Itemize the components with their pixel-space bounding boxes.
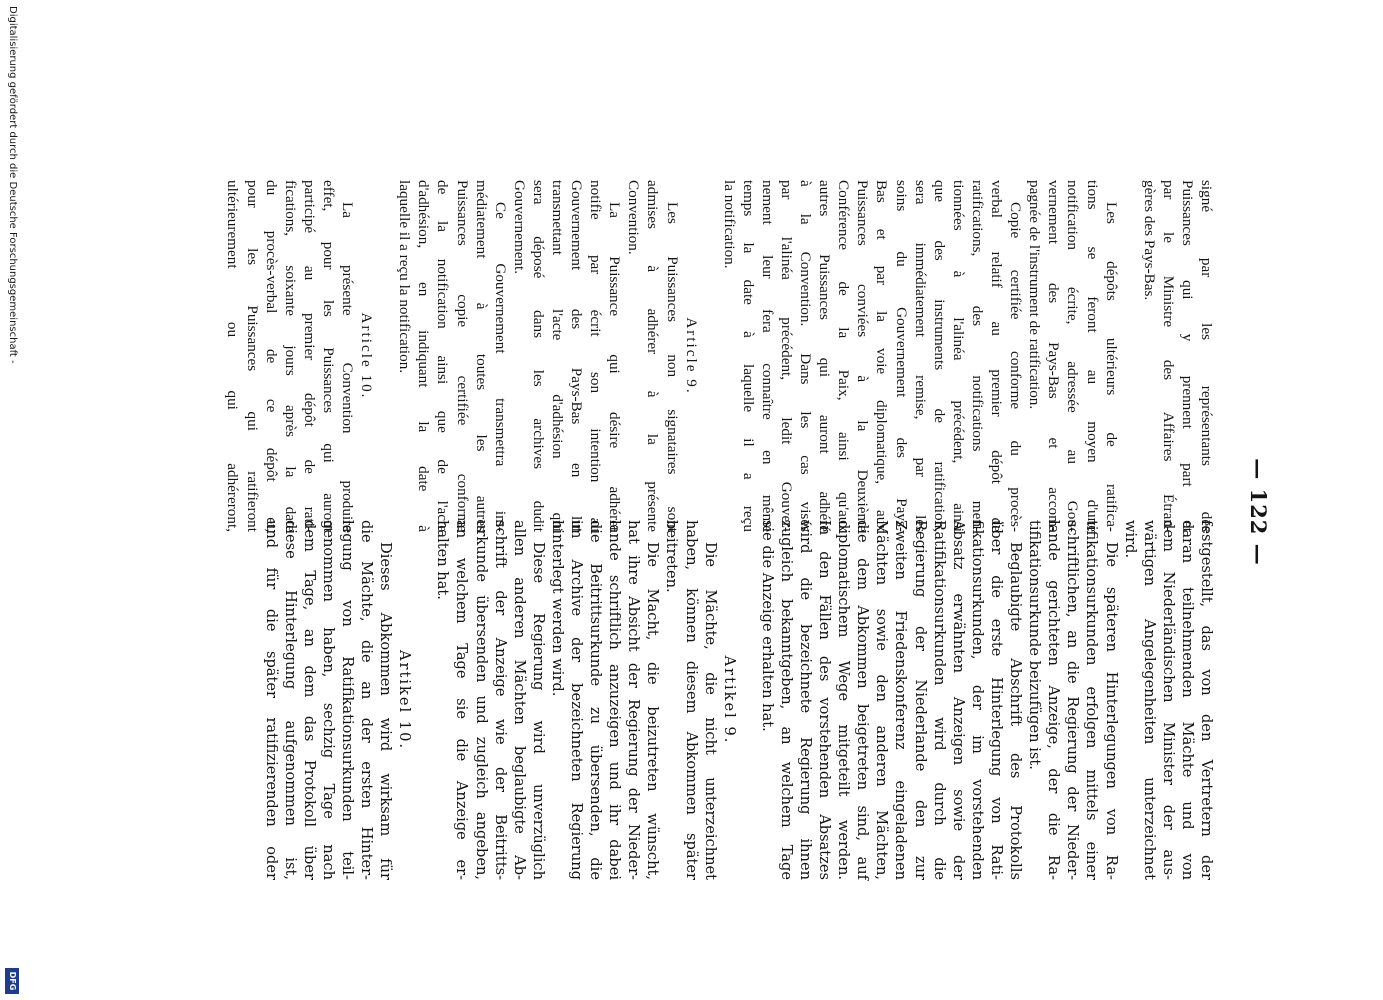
text-line: La Puissance qui désire adhérer (606, 202, 624, 532)
digitization-footer (3, 0, 21, 1000)
text-line: wird die bezeichnete Regierung ihnen (797, 520, 815, 880)
text-line: par l'alinéa précédent, ledit Gouver- (778, 180, 796, 532)
text-line: notifie par écrit son intention au (587, 180, 605, 532)
text-line: Mächten sowie den anderen Mächten, (873, 520, 891, 880)
text-line: tionnées à l'alinéa précédent, ainsi (949, 180, 967, 532)
dfg-logo: DFG (5, 968, 19, 994)
text-line: Beglaubigte Abschrift des Protokolls (1007, 542, 1025, 880)
text-line: Die Macht, die beizutreten wünscht, (644, 542, 662, 880)
text-line: hat ihre Absicht der Regierung der Nieder- (625, 520, 643, 880)
text-line: im Archive der bezeichneten Regierung (568, 520, 585, 880)
text-line: d'adhésion, en indiquant la date à (415, 180, 433, 532)
de-article9-p1 (662, 520, 719, 880)
text-line: hinterlegt werden wird. (548, 520, 566, 697)
fr-article10-p1 (223, 180, 357, 532)
text-line: Ce Gouvernement transmettra im- (491, 202, 509, 532)
text-line: dem Tage, an dem das Protokoll über (300, 520, 318, 880)
text-line: legung von Ratifikationsurkunden teil- (338, 520, 356, 880)
text-line: participé au premier dépôt de rati- (300, 180, 318, 532)
text-line: du procès-verbal de ce dépôt et, (262, 180, 280, 532)
text-line: soins du Gouvernement des Pays- (892, 180, 910, 532)
de-article9-title: Artikel 9. (720, 655, 738, 745)
text-line: à la Convention. Dans les cas visés (797, 180, 815, 532)
text-line: Die Mächte, die nicht unterzeichnet (701, 542, 719, 880)
text-line: pour les Puissances qui ratifieront (243, 180, 261, 532)
fr-para3 (720, 180, 1026, 532)
text-line: an welchem Tage sie die Anzeige er- (453, 520, 471, 880)
text-line: lande gerichteten Anzeige, der die Ra- (1045, 520, 1063, 880)
text-line: halten hat. (434, 520, 452, 600)
text-line: Puissances qui y prennent part et (1178, 180, 1196, 532)
text-line: Les dépôts ultérieurs de ratifica- (1102, 202, 1120, 532)
text-line: die Mächte, die an der ersten Hinter- (358, 520, 376, 880)
text-line: ultérieurement ou qui adhéreront, (224, 180, 242, 532)
text-line: Absatz erwähnten Anzeigen sowie der (949, 520, 967, 880)
fr-para2 (1025, 180, 1120, 532)
text-line: gères des Pays-Bas. (1140, 180, 1158, 301)
french-column (223, 180, 1216, 532)
german-column (262, 520, 1217, 880)
text-line: verbal relatif au premier dépôt de (988, 180, 1006, 532)
text-line: ratifications, des notifications men- (968, 180, 986, 532)
text-line: Puissances copie certifiée conforme (453, 180, 471, 532)
de-article9-p3 (433, 520, 548, 880)
text-line: signé par les représentants des (1198, 180, 1215, 532)
fr-article10-title: Article 10. (358, 312, 376, 400)
text-line: lande schriftlich anzuzeigen und ihr dabei (606, 520, 624, 880)
text-line: wärtigen Angelegenheiten unterzeichnet (1140, 520, 1158, 880)
text-line: haben, können diesem Abkommen später (682, 520, 700, 880)
text-line: über die erste Hinterlegung von Rati- (987, 520, 1005, 880)
text-line: und für die später ratifizierenden oder (262, 520, 280, 880)
de-para2 (1025, 520, 1120, 880)
text-line: tifikationsurkunde beizufügen ist. (1026, 520, 1044, 770)
text-line: die dem Abkommen beigetreten sind, auf (854, 520, 872, 880)
text-line: dem Niederländischen Minister der aus- (1159, 520, 1177, 880)
text-line: Gouvernement. (510, 180, 528, 275)
text-line: médiatement à toutes les autres (472, 180, 490, 532)
text-line: Zweiten Friedenskonferenz eingeladenen (892, 520, 910, 880)
text-line: wird. (1121, 520, 1139, 559)
text-line: Conférence de la Paix, ainsi qu'aux (835, 180, 853, 532)
text-line: Puissances conviées à la Deuxième (854, 180, 872, 532)
text-line: Regierung der Niederlande den zur (911, 520, 929, 880)
text-line: de la notification ainsi que de l'acte (434, 180, 452, 532)
text-line: fikationsurkunden, der im vorstehenden (968, 520, 986, 880)
fr-article9-p1 (624, 180, 681, 532)
text-line: La présente Convention produira (339, 202, 357, 532)
text-line: pagnée de l'instrument de ratification. (1026, 180, 1044, 410)
text-line: In den Fällen des vorstehenden Absatzes (816, 520, 834, 880)
text-line: zugleich bekanntgeben, an welchem Tage (777, 520, 795, 880)
de-article10-p1 (262, 520, 396, 880)
footer-credit: Digitalisierung gefördert durch die Deutsche Forschungsgemeinschaft - (7, 6, 18, 364)
text-line: allen anderen Mächten beglaubigte Ab- (510, 520, 528, 880)
text-line: Dieses Abkommen wird wirksam für (377, 542, 395, 880)
text-line: la notification. (720, 180, 738, 269)
text-line: Les Puissances non signataires sont (663, 202, 681, 532)
de-para1 (1121, 520, 1216, 880)
text-line: fications, soixante jours après la date (281, 180, 299, 532)
text-line: schrift der Anzeige wie der Beitritts- (491, 520, 509, 880)
text-line: Copie certifiée conforme du procès- (1007, 202, 1025, 532)
text-line: daran teilnehmenden Mächte und von (1178, 520, 1196, 880)
text-line: festgestellt, das von den Vertretern der (1198, 520, 1215, 880)
text-line: notification écrite, adressée au Gou- (1064, 180, 1082, 532)
text-line: urkunde übersenden und zugleich angeben, (472, 520, 490, 880)
text-line: que des instruments de ratification, (930, 180, 948, 532)
text-line: admises à adhérer à la présente (644, 180, 662, 532)
text-line: temps la date à laquelle il a reçu (739, 180, 757, 532)
fr-article9-p3 (395, 180, 510, 532)
text-line: nement leur fera connaître en même (758, 180, 776, 532)
text-line: par le Ministre des Affaires Étran- (1159, 180, 1177, 532)
text-line: sera immédiatement remise, par les (911, 180, 929, 532)
de-article9-p2 (548, 520, 663, 880)
text-line: laquelle il a reçu la notification. (396, 180, 414, 374)
text-line: Ratifikationsurkunden wird durch die (930, 520, 948, 880)
text-line: tifikationsurkunden erfolgen mittels einer (1083, 520, 1101, 880)
fr-article9-p2 (510, 180, 625, 532)
text-line: Diese Regierung wird unverzüglich (529, 542, 547, 880)
fr-para1 (1140, 180, 1216, 532)
text-line: Gouvernement des Pays-Bas en lui (568, 180, 586, 532)
text-line: effet, pour les Puissances qui auront (319, 180, 337, 532)
text-line: Die späteren Hinterlegungen von Ra- (1102, 542, 1120, 880)
text-line: die Beitrittsurkunde zu übersenden, die (587, 520, 605, 880)
de-article10-title: Artikel 10. (396, 649, 414, 751)
text-line: genommen haben, sechzig Tage nach (319, 520, 337, 880)
text-line: Bas et par la voie diplomatique, aux (873, 180, 891, 532)
text-line: autres Puissances qui auront adhéré (816, 180, 834, 532)
text-line: beitreten. (663, 520, 681, 593)
text-line: diplomatischem Wege mitgeteilt werden. (835, 520, 853, 880)
fr-article9-title: Article 9. (682, 317, 700, 395)
de-para3 (758, 520, 1025, 880)
text-line: diese Hinterlegung aufgenommen ist, (281, 520, 299, 880)
text-line: tions se feront au moyen d'une (1083, 180, 1101, 532)
text-line: sie die Anzeige erhalten hat. (758, 520, 776, 732)
text-line: vernement des Pays-Bas et accom- (1045, 180, 1063, 532)
text-line: schriftlichen, an die Regierung der Nieder- (1064, 520, 1082, 880)
text-line: sera déposé dans les archives dudit (529, 180, 547, 532)
text-line: Convention. (625, 180, 643, 255)
page-number: — 122 — (1246, 458, 1271, 566)
text-line: transmettant l'acte d'adhésion qui (549, 180, 566, 532)
